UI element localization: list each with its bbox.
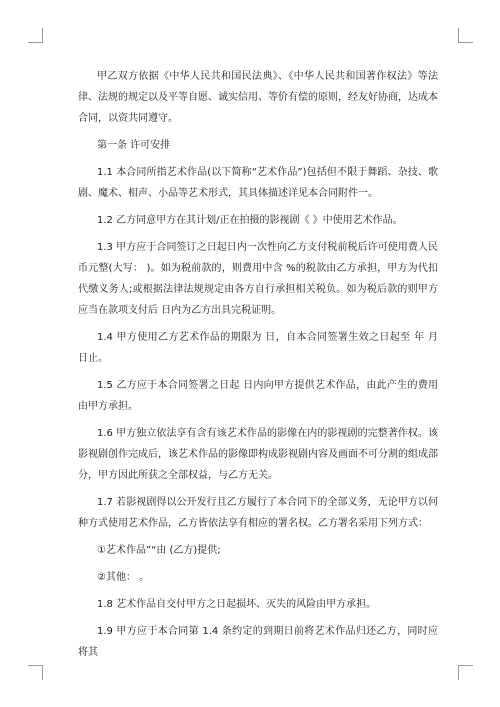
preamble-paragraph: 甲乙双方依据《中华人民共和国民法典》、《中华人民共和国著作权法》等法律、法规的规定以及平等自愿、诚实信用、等价有偿的原则，经友好协商，达成本合同，以资共同遵守。 [78, 71, 438, 124]
clause-1-8: 1.8 艺术作品自交付甲方之日起损坏、灭失的风险由甲方承担。 [97, 599, 377, 610]
contract-body [78, 66, 438, 669]
article-heading: 第一条 许可安排 [97, 140, 171, 151]
clause-1-9: 1.9 甲方应于本合同第 1.4 条约定的到期日前将艺术作品归还乙方，同时应将其 [78, 626, 438, 658]
clause-1-3: 1.3 甲方应于合同签订之日起日内一次性向乙方支付税前税后许可使用费人民币元整(大写： )。如为税前款的，则费用中含 %的税款由乙方承担，甲方为代扣代缴义务人;或根据法律法规规定由各方自行承担相关税负。如为税后款的则甲方应当在款项支付后 日内为乙方出具完税证明。 [78, 242, 438, 316]
clause-1-1: 1.1 本合同所指艺术作品(以下简称“艺术作品”)包括但不限于舞蹈、杂技、歌剧、魔术、相声、小品等艺术形式，其具体描述详见本合同附件一。 [78, 167, 438, 199]
clause-1-7: 1.7 若影视剧得以公开发行且乙方履行了本合同下的全部义务，无论甲方以何种方式使用艺术作品，乙方皆依法享有相应的署名权。乙方署名采用下列方式： [78, 497, 438, 529]
crop-mark-top-right [458, 28, 473, 43]
crop-mark-top-left [28, 28, 43, 43]
clause-1-2: 1.2 乙方同意甲方在其计划/正在拍摄的影视剧《 》中使用艺术作品。 [97, 215, 403, 226]
crop-mark-bottom-right [458, 665, 473, 680]
clause-1-6: 1.6 甲方独立依法享有含有该艺术作品的影像在内的影视剧的完整著作权。该影视剧创作完成后，该艺术作品的影像即构成影视剧内容及画面不可分割的组成部分，甲方因此所获之全部权益，与乙方无关。 [78, 428, 438, 481]
clause-1-5: 1.5 乙方应于本合同签署之日起 日内向甲方提供艺术作品，由此产生的费用由甲方承担。 [78, 380, 438, 412]
signature-option-1: ①艺术作品”“由 (乙方)提供; [97, 545, 221, 556]
clause-1-4: 1.4 甲方使用乙方艺术作品的期限为 日，自本合同签署生效之日起至 年 月 日止。 [78, 332, 438, 364]
crop-mark-bottom-left [28, 665, 43, 680]
signature-option-2: ②其他： 。 [97, 572, 150, 583]
